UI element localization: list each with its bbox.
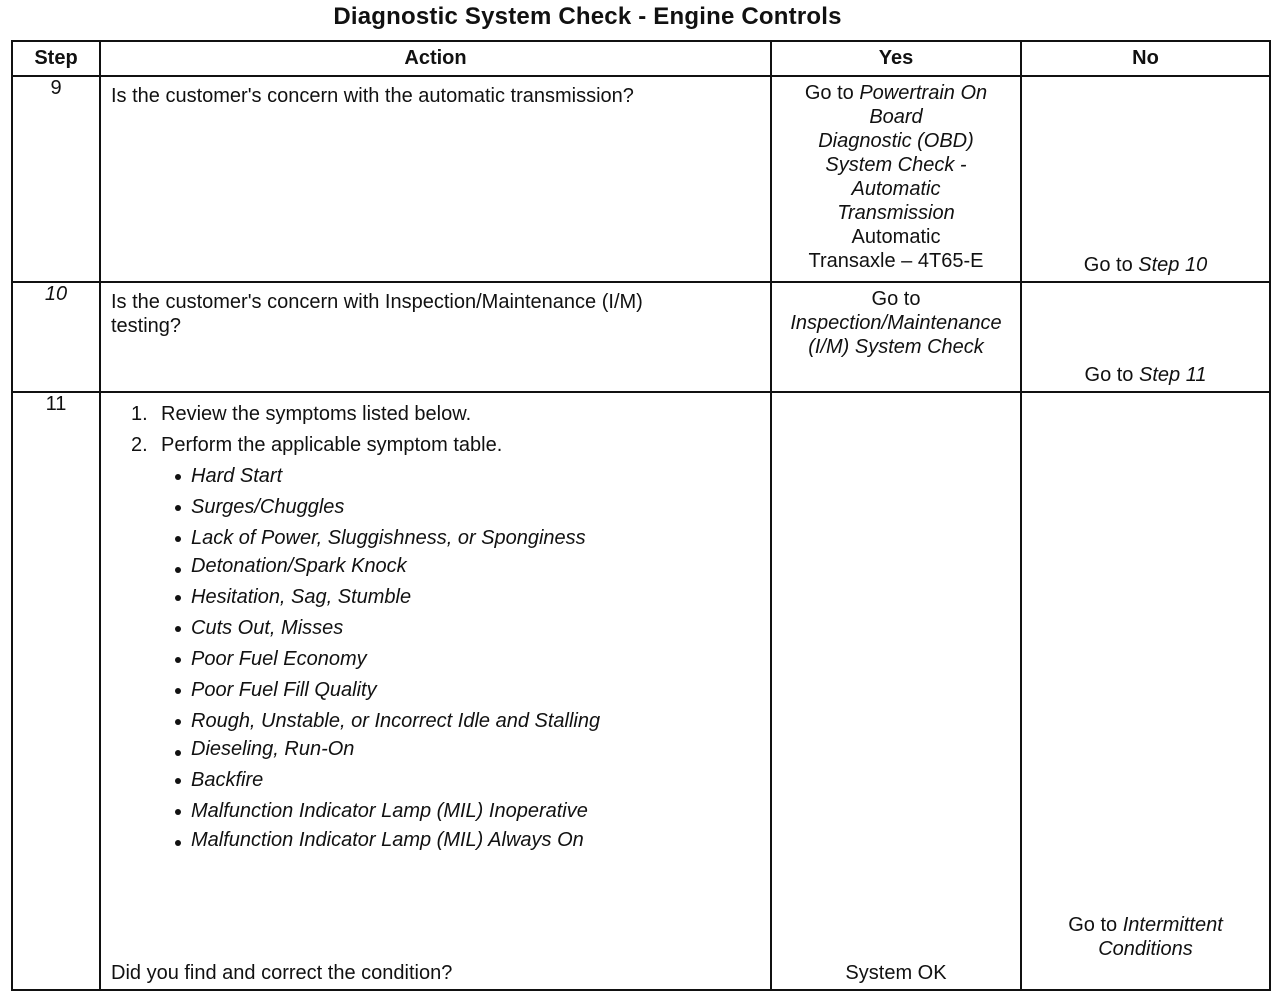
header-row [12, 41, 1270, 76]
page-title: Diagnostic System Check - Engine Controls [333, 3, 842, 30]
symptom-item[interactable]: Poor Fuel Fill Quality [101, 675, 770, 706]
symptom-item[interactable]: Surges/Chuggles [101, 492, 770, 523]
yes-cell [771, 76, 1021, 282]
symptom-item[interactable]: Lack of Power, Sluggishness, or Sponginess [101, 523, 770, 554]
no-prefix: Go to [1084, 364, 1139, 386]
symptom-item[interactable]: Malfunction Indicator Lamp (MIL) Always On [101, 827, 770, 853]
no-link-line[interactable]: Intermittent [1122, 914, 1223, 936]
step-number: 10 [12, 282, 100, 392]
action-cell [100, 76, 771, 282]
action-question [101, 283, 770, 338]
symptom-item[interactable]: Malfunction Indicator Lamp (MIL) Inoperative [101, 796, 770, 827]
no-link[interactable]: Step 10 [1138, 254, 1208, 276]
symptom-item[interactable]: Detonation/Spark Knock [101, 554, 770, 582]
no-cell [1021, 282, 1270, 392]
diagnostic-table [11, 40, 1271, 991]
action-line: Is the customer's concern with Inspection/Maintenance (I/M) [111, 291, 643, 313]
no-instruction [1022, 253, 1269, 277]
yes-result: System OK [845, 962, 947, 984]
header-action: Action [100, 41, 771, 76]
header-yes: Yes [771, 41, 1021, 76]
step-item-text: Perform the applicable symptom table. [161, 434, 503, 456]
yes-link-line[interactable]: Board [869, 106, 923, 128]
table-row-step-10 [12, 282, 1270, 392]
yes-link-line[interactable]: System Check - [825, 154, 967, 176]
no-prefix: Go to [1083, 254, 1139, 276]
yes-cell [771, 282, 1021, 392]
yes-link-line[interactable]: Transmission [837, 202, 955, 224]
yes-plain-line: Automatic [851, 226, 941, 248]
yes-plain-line: Transaxle – 4T65-E [808, 250, 984, 272]
yes-prefix: Go to [871, 288, 921, 310]
step-item-number: 1. [131, 403, 148, 425]
table-row-step-9 [12, 76, 1270, 282]
symptom-item[interactable]: Backfire [101, 765, 770, 796]
action-question: Did you find and correct the condition? [111, 962, 453, 984]
symptom-item[interactable]: Poor Fuel Economy [101, 644, 770, 675]
action-cell [100, 282, 771, 392]
header-step: Step [12, 41, 100, 76]
step-number: 11 [12, 392, 100, 990]
table-row-step-11 [12, 392, 1270, 990]
step-item-text: Review the symptoms listed below. [161, 403, 472, 425]
no-instruction [1022, 913, 1269, 961]
step-number: 9 [12, 76, 100, 282]
action-cell [100, 392, 771, 990]
symptom-item[interactable]: Rough, Unstable, or Incorrect Idle and Stalling [101, 706, 770, 737]
symptom-item[interactable]: Cuts Out, Misses [101, 613, 770, 644]
yes-link-line[interactable]: Powertrain On [859, 82, 988, 104]
symptom-item[interactable]: Dieseling, Run-On [101, 737, 770, 765]
no-cell [1021, 392, 1270, 990]
list-item [101, 430, 770, 461]
yes-link-line[interactable]: Automatic [851, 178, 941, 200]
action-question: Is the customer's concern with the automatic transmission? [111, 85, 634, 107]
yes-link-line[interactable]: (I/M) System Check [808, 336, 984, 358]
no-prefix: Go to [1068, 914, 1123, 936]
yes-instruction [772, 283, 1020, 359]
step-item-number: 2. [131, 434, 148, 456]
header-no: No [1021, 41, 1270, 76]
list-item [101, 399, 770, 430]
no-link-line[interactable]: Conditions [1098, 938, 1193, 960]
action-steps-list [101, 393, 770, 461]
no-instruction [1022, 363, 1269, 387]
yes-link-line[interactable]: Diagnostic (OBD) [818, 130, 974, 152]
symptom-item[interactable]: Hard Start [101, 461, 770, 492]
action-line: testing? [111, 315, 182, 337]
yes-link-line[interactable]: Inspection/Maintenance [790, 312, 1002, 334]
no-cell [1021, 76, 1270, 282]
yes-cell [771, 392, 1021, 990]
yes-instruction [772, 77, 1020, 273]
no-link[interactable]: Step 11 [1139, 364, 1207, 386]
symptom-item[interactable]: Hesitation, Sag, Stumble [101, 582, 770, 613]
yes-prefix: Go to [804, 82, 860, 104]
symptom-list [101, 461, 770, 853]
